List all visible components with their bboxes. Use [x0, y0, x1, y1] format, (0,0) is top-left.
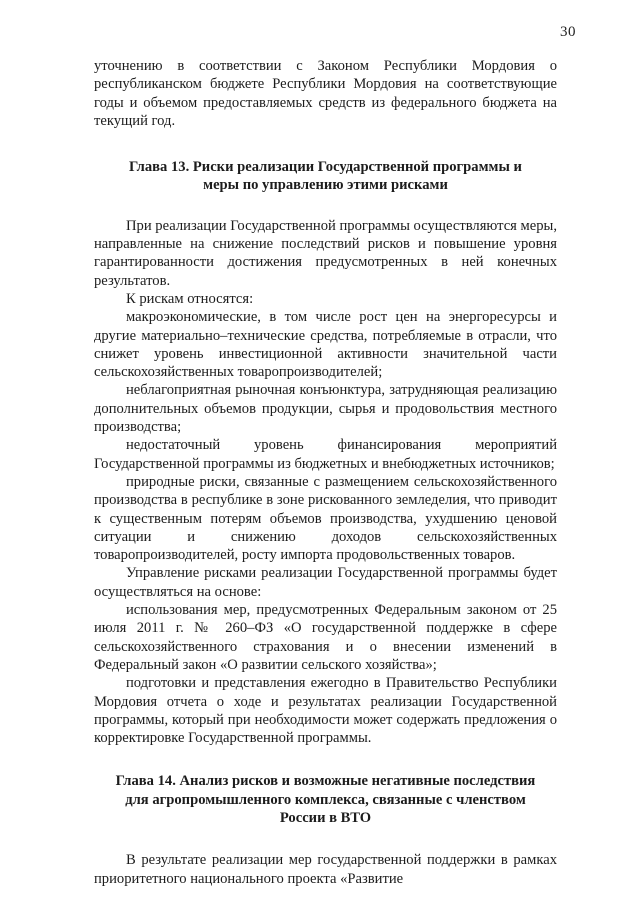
paragraph: В результате реализации мер государственной поддержки в рамках приоритетного национального проекта «Развитие [94, 852, 557, 887]
document-body [94, 57, 557, 888]
paragraph: При реализации Государственной программы осуществляются меры, направленные на снижение последствий рисков и повышение уровня гарантированности достижения предусмотренных в ней конечных результатов. [94, 217, 557, 289]
page-number: 30 [560, 24, 576, 40]
risk-list-item: недостаточный уровень финансирования мероприятий Государственной программы из бюджетных и внебюджетных источников; [94, 437, 557, 472]
intro-paragraph: уточнению в соответствии с Законом Республики Мордовия о республиканском бюджете Республики Мордовия на соответствующие годы и объемом предоставляемых средств из федерального бюджета на текущий год. [94, 58, 557, 129]
risk-list-item: природные риски, связанные с размещением сельскохозяйственного производства в республике в зоне рискованного земледелия, что приводит к существенным потерям объемов производства, ухудшению ценовой ситуации и снижению доходов сельскохозяйственных товаропроизводителей, росту импорта продовольственных товаров. [94, 473, 557, 564]
risk-list-item: макроэкономические, в том числе рост цен на энергоресурсы и другие материально–технические средства, потребляемые в отрасли, что снижет уровень инвестиционной активности значительной части сельскохозяйственных товаропроизводителей; [94, 309, 557, 381]
paragraph: Управление рисками реализации Государственной программы будет осуществляться на основе: [94, 565, 557, 600]
chapter-13-body [94, 217, 557, 748]
chapter-13-heading: Глава 13. Риски реализации Государственной программы и меры по управлению этими рисками [129, 159, 522, 194]
measure-list-item: подготовки и представления ежегодно в Правительство Республики Мордовия отчета о ходе и результатах реализации Государственной программы, который при необходимости может содержать предложения о корректировке Государственной программы. [94, 675, 557, 747]
chapter-14-body [94, 851, 557, 888]
chapter-14-heading: Глава 14. Анализ рисков и возможные негативные последствия для агропромышленного комплекса, связанные с членством России в ВТО [115, 773, 536, 826]
measure-list-item: использования мер, предусмотренных Федеральным законом от 25 июля 2011 г. № 260–ФЗ «О государственной поддержке в сфере сельскохозяйственного страхования и о внесении изменений в Федеральный закон «О развитии сельского хозяйства»; [94, 602, 557, 673]
risk-list-item: неблагоприятная рыночная конъюнктура, затрудняющая реализацию дополнительных объемов продукции, сырья и продовольствия местного производства; [94, 382, 557, 436]
paragraph: К рискам относятся: [126, 290, 254, 307]
